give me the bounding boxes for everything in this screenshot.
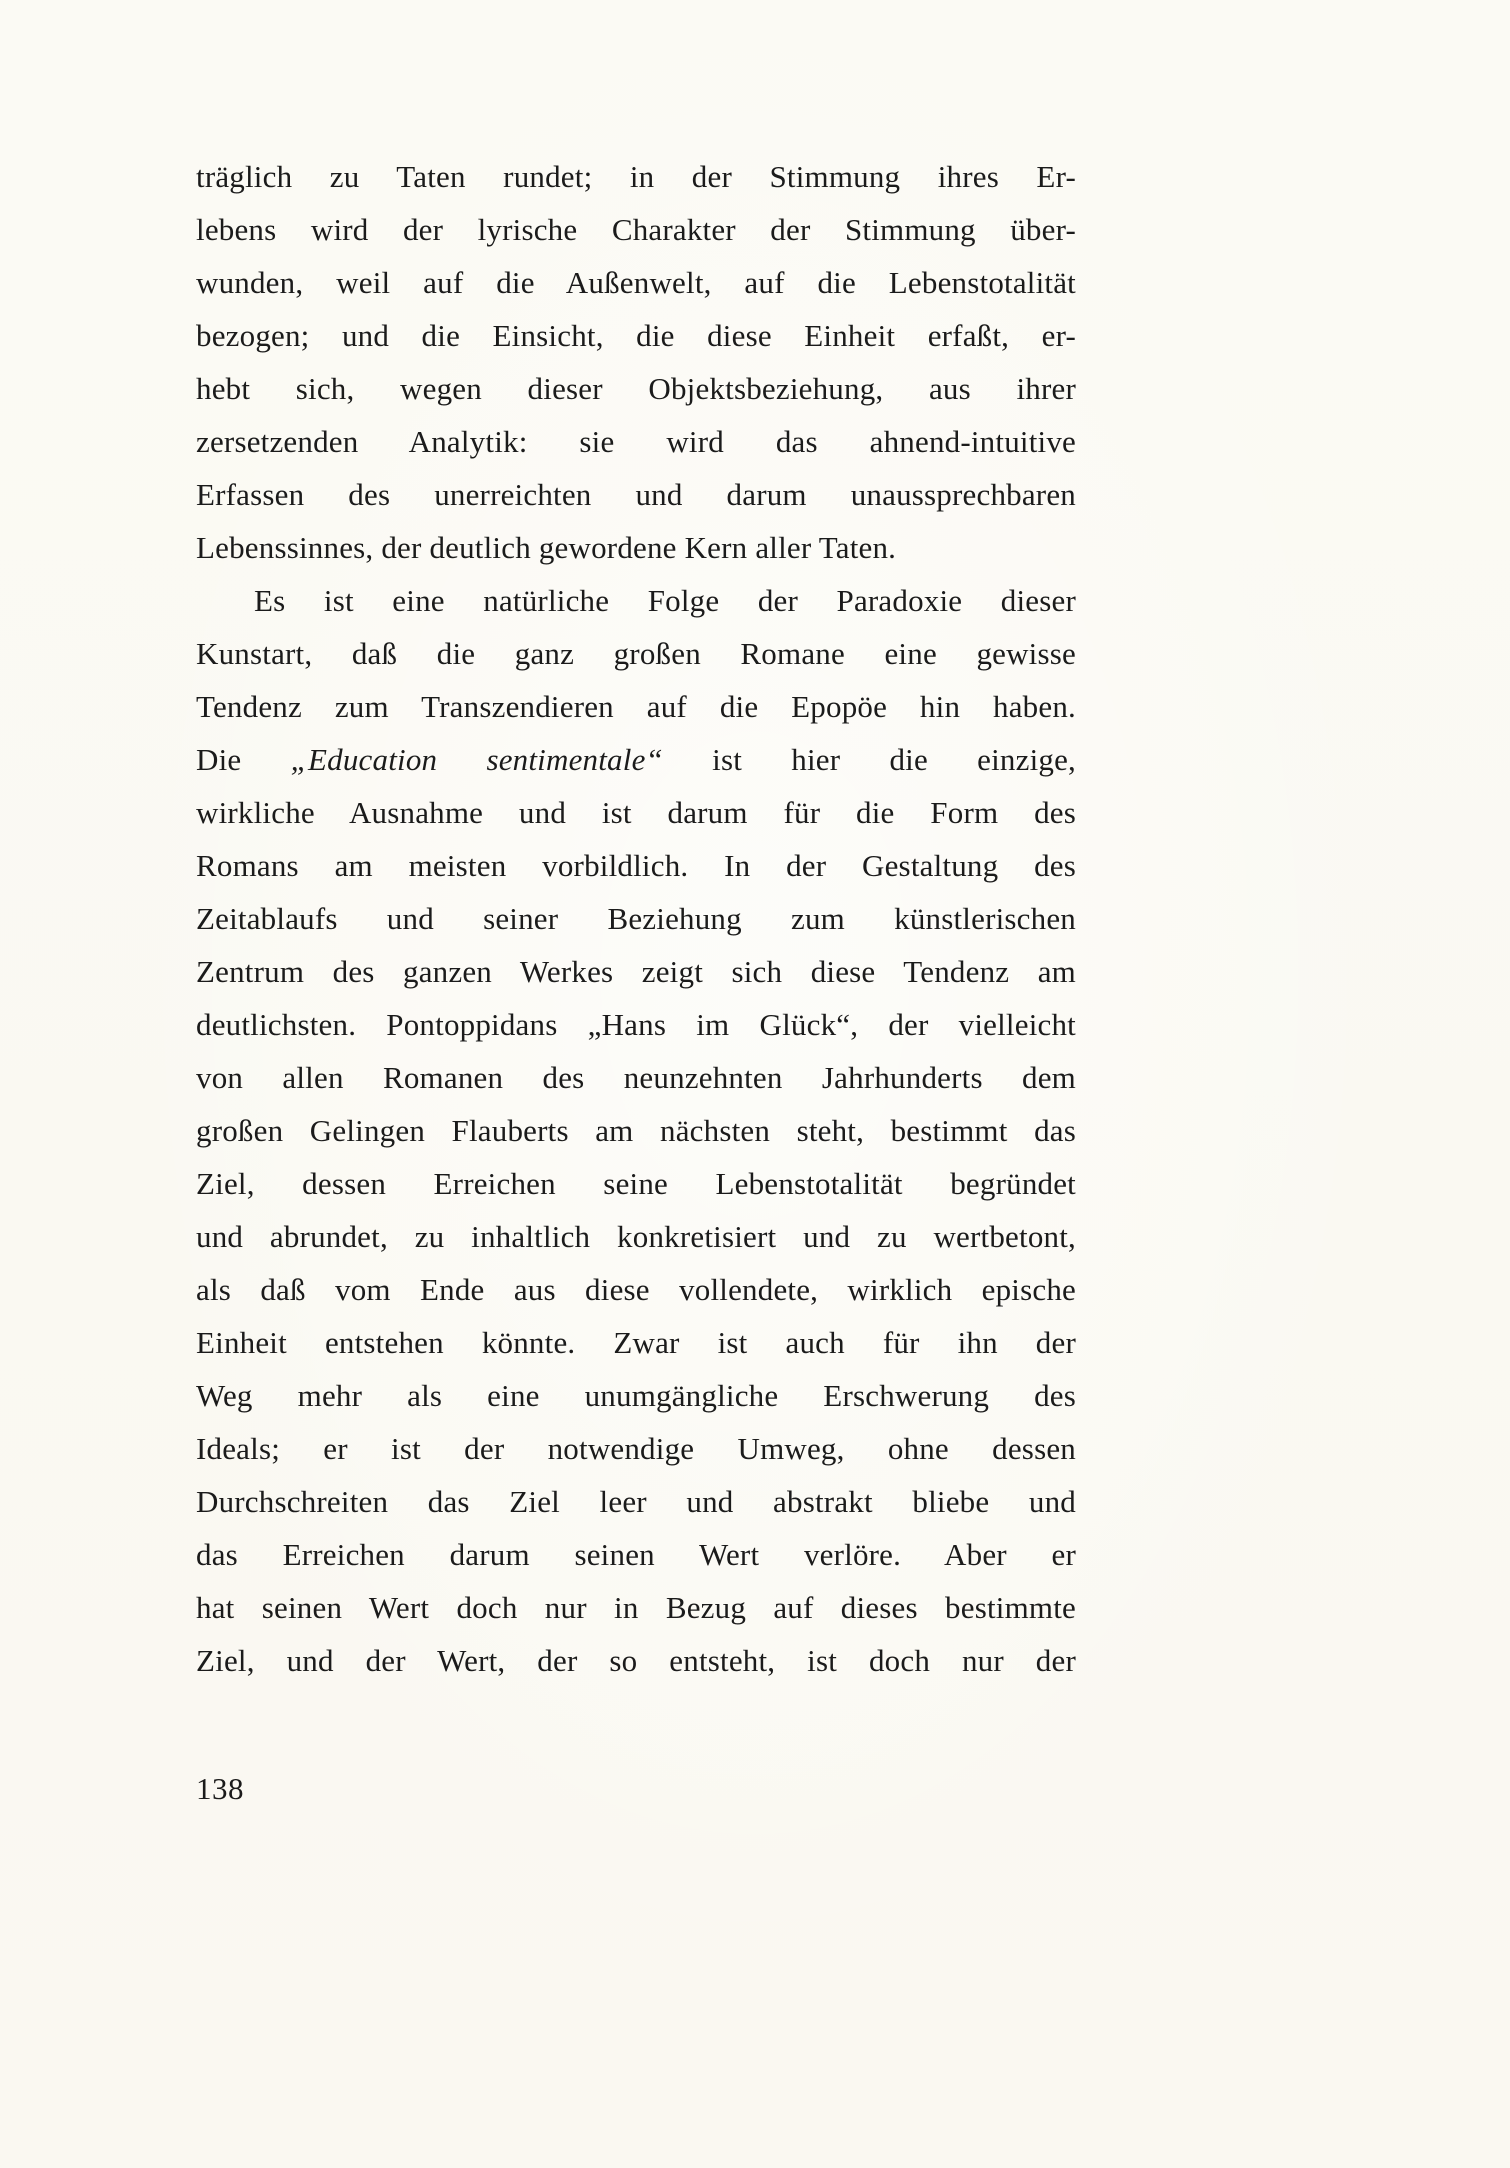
text-segment: hat seinen Wert doch nur in Bezug auf dieses bestimmte: [196, 1590, 1076, 1625]
text-segment: Weg mehr als eine unumgängliche Erschwerung des: [196, 1378, 1076, 1413]
text-segment: Einheit entstehen könnte. Zwar ist auch für ihn der: [196, 1325, 1076, 1360]
text-line: [196, 1104, 1076, 1157]
text-block: [196, 150, 1076, 1687]
page-number: 138: [196, 1771, 244, 1806]
text-segment: Kunstart, daß die ganz großen Romane eine gewisse: [196, 636, 1076, 671]
text-line: [196, 1634, 1076, 1687]
text-segment: Tendenz zum Transzendieren auf die Epopöe hin haben.: [196, 689, 1076, 724]
text-line: [196, 1051, 1076, 1104]
text-line: [196, 1210, 1076, 1263]
text-line: [196, 574, 1076, 627]
text-line: [196, 1157, 1076, 1210]
text-line: [196, 1422, 1076, 1475]
text-segment: bezogen; und die Einsicht, die diese Einheit erfaßt, er-: [196, 318, 1076, 353]
text-line: [196, 256, 1076, 309]
text-segment: Lebenssinnes, der deutlich gewordene Kern aller Taten.: [196, 530, 897, 565]
text-line: [196, 998, 1076, 1051]
text-line: [196, 1528, 1076, 1581]
text-line: [196, 521, 1076, 574]
text-line: [196, 362, 1076, 415]
text-line: [196, 733, 1076, 786]
text-segment: deutlichsten. Pontoppidans „Hans im Glück“, der vielleicht: [196, 1007, 1076, 1042]
text-line: [196, 203, 1076, 256]
text-segment: großen Gelingen Flauberts am nächsten steht, bestimmt das: [196, 1113, 1076, 1148]
text-segment: Zeitablaufs und seiner Beziehung zum künstlerischen: [196, 901, 1076, 936]
text-segment: Romans am meisten vorbildlich. In der Gestaltung des: [196, 848, 1076, 883]
text-segment: Zentrum des ganzen Werkes zeigt sich diese Tendenz am: [196, 954, 1076, 989]
text-line: [196, 415, 1076, 468]
text-line: [196, 468, 1076, 521]
text-line: [196, 839, 1076, 892]
text-segment: Ideals; er ist der notwendige Umweg, ohne dessen: [196, 1431, 1076, 1466]
text-line: [196, 945, 1076, 998]
text-segment: lebens wird der lyrische Charakter der Stimmung über-: [196, 212, 1076, 247]
text-segment: Durchschreiten das Ziel leer und abstrakt bliebe und: [196, 1484, 1076, 1519]
text-segment: von allen Romanen des neunzehnten Jahrhunderts dem: [196, 1060, 1076, 1095]
italic-book-title: „Education sentimentale“: [290, 742, 663, 777]
text-segment: ist hier die einzige,: [662, 742, 1076, 777]
text-segment: Ziel, und der Wert, der so entsteht, ist doch nur der: [196, 1643, 1076, 1678]
text-segment: Die: [196, 742, 291, 777]
text-line: [196, 1475, 1076, 1528]
text-segment: als daß vom Ende aus diese vollendete, wirklich epische: [196, 1272, 1076, 1307]
text-segment: wunden, weil auf die Außenwelt, auf die Lebenstotalität: [196, 265, 1076, 300]
text-segment: hebt sich, wegen dieser Objektsbeziehung, aus ihrer: [196, 371, 1076, 406]
text-segment: träglich zu Taten rundet; in der Stimmung ihres Er-: [196, 159, 1076, 194]
text-line: [196, 309, 1076, 362]
text-line: [196, 1316, 1076, 1369]
text-line: [196, 1263, 1076, 1316]
text-line: [196, 1369, 1076, 1422]
text-segment: wirkliche Ausnahme und ist darum für die Form des: [196, 795, 1076, 830]
text-segment: Ziel, dessen Erreichen seine Lebenstotalität begründet: [196, 1166, 1076, 1201]
text-segment: Es ist eine natürliche Folge der Paradoxie dieser: [254, 583, 1076, 618]
text-segment: und abrundet, zu inhaltlich konkretisiert und zu wertbetont,: [196, 1219, 1076, 1254]
text-line: [196, 150, 1076, 203]
text-line: [196, 892, 1076, 945]
text-segment: Erfassen des unerreichten und darum unaussprechbaren: [196, 477, 1076, 512]
text-line: [196, 680, 1076, 733]
text-segment: zersetzenden Analytik: sie wird das ahnend-intuitive: [196, 424, 1076, 459]
text-line: [196, 627, 1076, 680]
text-segment: das Erreichen darum seinen Wert verlöre. Aber er: [196, 1537, 1076, 1572]
text-line: [196, 1581, 1076, 1634]
text-line: [196, 786, 1076, 839]
